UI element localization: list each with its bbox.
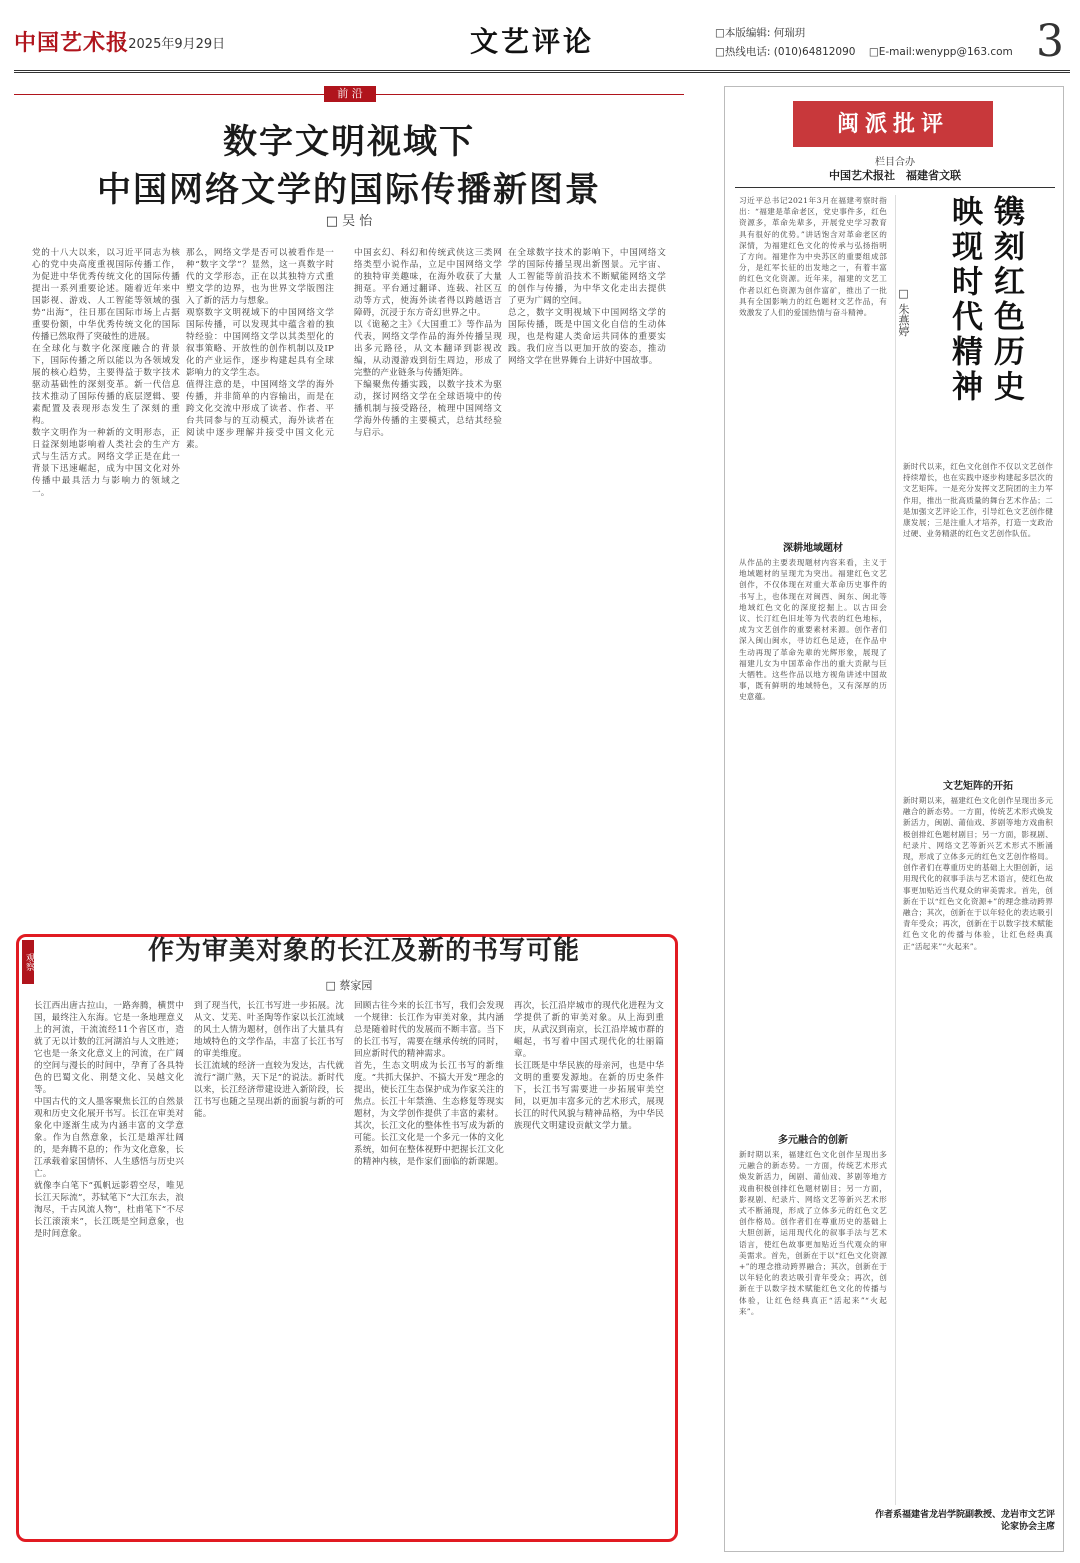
subheading-1: 深耕地域题材	[783, 543, 843, 554]
paragraph: 以《诡秘之主》《大国重工》等作品为代表，网络文学作品的海外传播呈现出多元路径，从文本翻译到影视改编，从动漫游戏到衍生周边，形成了完整的产业链条与传播矩阵。	[354, 320, 502, 378]
author-note: 作者系福建省龙岩学院副教授、龙岩市文艺评论家协会主席	[875, 1510, 1056, 1532]
second-column-2	[194, 1000, 344, 1535]
header-divider	[14, 70, 1070, 73]
paragraph: 在全球数字技术的影响下，中国网络文学的国际传播呈现出新图景。元宇宙、人工智能等前沿技术不断赋能网络文学的创作与传播，为中华文化走出去提供了更为广阔的空间。	[508, 248, 666, 306]
column-divider	[735, 187, 1055, 188]
lead-headline-line1: 数字文明视域下	[223, 122, 475, 162]
opinion-column	[724, 86, 1064, 1552]
paragraph: 其次，长江文化的整体性书写成为新的可能。长江文化是一个多元一体的文化系统，如何在整体视野中把握长江文化的精神内核，是作家们面临的新课题。	[354, 1121, 504, 1167]
paragraph: 党的十八大以来，以习近平同志为核心的党中央高度重视国际传播工作，为促进中华优秀传统文化的国际传播提出一系列重要论述。随着近年来中国影视、游戏、人工智能等领域的强势“出海”，往日那在国际市场上占据重要份额，中华优秀传统文化的国际传播已然取得了突破性的进展。	[32, 248, 180, 342]
section-1-text: 从作品的主要表现题材内容来看，主义于地域题材的呈现尤为突出。福建红色文艺创作，不仅体现在对重大革命历史事件的书写上，也体现在对闽西、闽东、闽北等地域红色文化的深度挖掘上。以古田会议、长汀红色旧址等为代表的红色地标，成为文艺创作的重要素材来源。创作者们深入闽山闽水，寻访红色足迹，在作品中生动再现了革命先辈的光辉形象，展现了福建儿女为中国革命作出的重大贡献与巨大牺牲。这些作品以地方视角讲述中国故事，既有鲜明的地域特色，又有深厚的历史意蕴。	[739, 558, 887, 702]
section-2-text: 新时期以来，福建红色文化创作呈现出多元融合的新态势。一方面，传统艺术形式焕发新活力，闽剧、莆仙戏、芗剧等地方戏曲积极创排红色题材剧目；另一方面，影视剧、纪录片、网络文艺等新兴艺术形式不断涌现，形成了立体多元的红色文艺创作格局。创作者们在尊重历史的基础上大胆创新，运用现代化的叙事手法与艺术语言，使红色故事更加贴近当代观众的审美需求。首先，创新在于以“红色文化资源+”的理念推动跨界融合；其次，创新在于以年轻化的表达吸引青年受众；再次，创新在于以数字技术赋能红色文化的传播与体验，让红色经典真正“活起来”“火起来”。	[739, 1150, 887, 1316]
paragraph: 长江西出唐古拉山，一路奔腾，横贯中国，最终注入东海。它是一条地理意义上的河流，干流流经11个省区市，造就了无以计数的江河湖泊与人文胜迹；它也是一条文化意义上的河流，在广阔的空间与漫长的时间中，孕育了各具特色的巴蜀文化、荆楚文化、吴越文化等。	[34, 1001, 184, 1095]
paragraph: 长江既是中华民族的母亲河，也是中华文明的重要发源地。在新的历史条件下，长江书写需要进一步拓展审美空间，以更加丰富多元的艺术形式，展现长江的时代风貌与精神品格，为中华民族现代文明建设贡献文学力量。	[514, 1061, 664, 1131]
editor-line: □本版编辑: 何瑞玥	[715, 27, 806, 39]
paragraph: 中国玄幻、科幻和传统武侠这三类网络类型小说作品，立足中国网络文学的独特审美趣味，在海外收获了大量拥趸。平台通过翻译、连载、社区互动等方式，使海外读者得以跨越语言障碍，沉浸于东方奇幻世界之中。	[354, 248, 502, 318]
page-number: 3	[1036, 16, 1064, 67]
paragraph: 那么，网络文学是否可以被看作是一种“数字文学”？显然，这一真数字时代的文学形态，正在以其独特方式重塑文学的边界，也为世界文学版图注入了新的活力与想象。	[186, 248, 334, 306]
second-byline: □ 蔡家园	[325, 979, 373, 992]
second-column-4	[514, 1000, 664, 1535]
paragraph: 数字文明作为一种新的文明形态，正日益深刻地影响着人类社会的生产方式与生活方式。网络文学正是在此一背景下迅速崛起，成为中国文化对外传播中最具活力与影响力的领域之一。	[32, 428, 180, 498]
paragraph: 中国古代的文人墨客聚焦长江的自然景观和历史文化展开书写。长江在审美对象化中逐渐生成为内涵丰富的文学意象。作为自然意象，长江是雄浑壮阔的，是奔腾不息的；作为文化意象，长江承载着家国情怀、人生感悟与历史兴亡。	[34, 1097, 184, 1179]
column-title-line1: 镌刻红色历史	[988, 195, 1024, 405]
paragraph: 到了现当代，长江书写进一步拓展。沈从文、艾芜、叶圣陶等作家以长江流域的风土人情为题材，创作出了大量具有地域特色的文学作品，丰富了长江书写的审美维度。	[194, 1001, 344, 1059]
email[interactable]: □E-mail:wenypp@163.com	[868, 46, 1013, 58]
paragraph: 回顾古往今来的长江书写，我们会发现一个规律：长江作为审美对象，其内涵总是随着时代的发展而不断丰富。当下的长江书写，需要在继承传统的同时，回应新时代的精神需求。	[354, 1001, 504, 1059]
second-headline: 作为审美对象的长江及新的书写可能	[147, 936, 580, 966]
paragraph: 首先，生态文明成为长江书写的新维度。“共抓大保护、不搞大开发”理念的提出，使长江生态保护成为作家关注的焦点。长江十年禁渔、生态修复等现实题材，为文学创作提供了丰富的素材。	[354, 1061, 504, 1119]
paragraph: 在全球化与数字化深度融合的背景下，国际传播之所以能以为各领域发展的核心趋势，主要得益于数字技术驱动基础性的深刻变革。新一代信息技术推动了国际传播的底层逻辑、要素配置及表现形态发生了深刻的重构。	[32, 344, 180, 426]
hotline: □热线电话: (010)64812090	[715, 46, 856, 58]
section-3-text: 新时代以来，红色文化创作不仅以文艺创作持续增长，也在实践中逐步构建起多层次的文艺矩阵。一是充分发挥文艺院团的主力军作用，推出一批高质量的舞台艺术作品；二是加强文艺评论工作，引导红色文艺创作健康发展；三是注重人才培养，打造一支政治过硬、业务精湛的红色文艺创作队伍。	[903, 462, 1053, 539]
main-articles	[14, 82, 684, 1552]
newspaper-logo: 中国艺术报	[14, 30, 130, 56]
issue-date: · 2025年9月29日	[120, 37, 226, 52]
lead-column-1	[32, 247, 180, 597]
article-tag: 前 沿	[324, 86, 376, 102]
column-title-line2: 映现时代精神	[946, 195, 982, 405]
lead-column-4	[508, 247, 666, 597]
subheading-2: 多元融合的创新	[778, 1135, 848, 1146]
paragraph: 再次，长江沿岸城市的现代化进程为文学提供了新的审美对象。从上海到重庆，从武汉到南京，长江沿岸城市群的崛起，书写着中国式现代化的壮丽篇章。	[514, 1001, 664, 1059]
paragraph: 下编聚焦传播实践，以数字技术为驱动，探讨网络文学在全球语境中的传播机制与接受路径，梳理中国网络文学海外传播的主要模式，总结其经验与启示。	[354, 380, 502, 438]
paragraph: 总之，数字文明视域下中国网络文学的国际传播，既是中国文化自信的生动体现，也是构建人类命运共同体的重要实践。我们应当以更加开放的姿态，推动网络文学在世界舞台上讲好中国故事。	[508, 308, 666, 366]
paragraph: 就像李白笔下“孤帆远影碧空尽，唯见长江天际流”，苏轼笔下“大江东去，浪淘尽，千古风流人物”，杜甫笔下“不尽长江滚滚来”，长江既是空间意象，也是时间意象。	[34, 1181, 184, 1239]
second-column-1	[34, 1000, 184, 1535]
column-intro: 习近平总书记2021年3月在福建考察时指出：“福建是革命老区，党史事件多，红色资源多，革命先辈多，开展党史学习教育具有很好的优势。”讲话饱含对革命老区的深情，为福建红色文化的传承与弘扬指明了方向。福建作为中央苏区的重要组成部分，是红军长征的出发地之一，有着丰富的红色文化资源。近年来，福建的文艺工作者以红色资源为创作富矿，推出了一批具有全国影响力的红色题材文艺作品，有效激发了人们的爱国热情与奋斗精神。	[739, 196, 887, 318]
page-header	[0, 0, 1080, 78]
contact-line	[715, 43, 1025, 62]
column-author: □ 朱燕婷	[897, 287, 910, 337]
editor-info	[715, 24, 1025, 62]
second-column-3	[354, 1000, 504, 1535]
paragraph: 值得注意的是，中国网络文学的海外传播，并非简单的内容输出，而是在跨文化交流中形成了读者、作者、平台共同参与的互动模式，海外读者在阅读中逐步理解并接受中国文化元素。	[186, 380, 334, 450]
paragraph: 观察数字文明视域下的中国网络文学国际传播，可以发现其中蕴含着的独特经验：中国网络文学以其类型化的叙事策略、开放性的创作机制以及IP化的产业运作，逐步构建起具有全球影响力的文学生态。	[186, 308, 334, 378]
lead-column-3	[354, 247, 502, 597]
lead-headline-line2: 中国网络文学的国际传播新图景	[97, 170, 601, 210]
section-2-text-cont: 新时期以来，福建红色文化创作呈现出多元融合的新态势。一方面，传统艺术形式焕发新活力，闽剧、莆仙戏、芗剧等地方戏曲积极创排红色题材剧目；另一方面，影视剧、纪录片、网络文艺等新兴艺术形式不断涌现，形成了立体多元的红色文艺创作格局。创作者们在尊重历史的基础上大胆创新，运用现代化的叙事手法与艺术语言，使红色故事更加贴近当代观众的审美需求。首先，创新在于以“红色文化资源+”的理念推动跨界融合；其次，创新在于以年轻化的表达吸引青年受众；再次，创新在于以数字技术赋能红色文化的传播与体验，让红色经典真正“活起来”“火起来”。	[903, 796, 1053, 951]
column-partner-label: 栏目合办	[875, 157, 915, 168]
side-tab: 观察	[22, 940, 34, 984]
column-banner: 闽派批评	[793, 101, 993, 147]
section-title: 文艺评论	[470, 25, 595, 58]
lead-column-2	[186, 247, 334, 597]
subheading-3: 文艺矩阵的开拓	[943, 781, 1013, 792]
column-partners: 中国艺术报社 福建省文联	[829, 169, 961, 182]
paragraph: 长江流域的经济一直较为发达，古代就流行“湖广熟，天下足”的说法。新时代以来，长江经济带建设进入新阶段，长江书写也随之呈现出新的面貌与新的可能。	[194, 1061, 344, 1119]
column-separator	[895, 195, 896, 1505]
lead-byline: □ 吴 怡	[325, 214, 373, 229]
